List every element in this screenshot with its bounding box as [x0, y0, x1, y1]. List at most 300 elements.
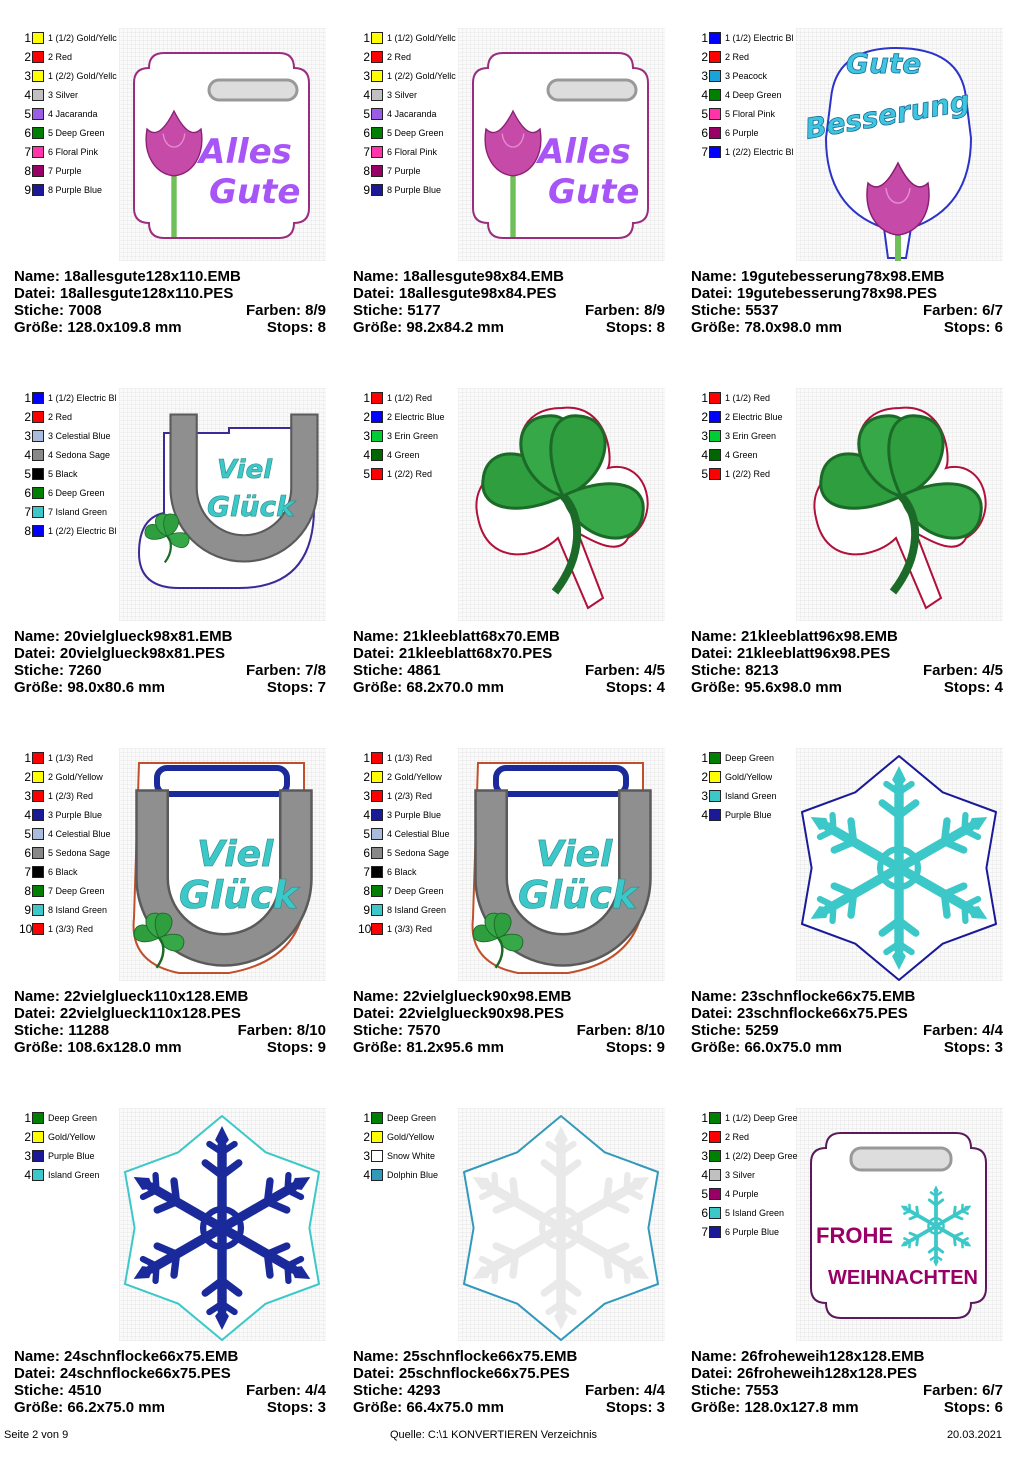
color-list-item	[19, 66, 129, 85]
color-swatch	[371, 752, 383, 764]
color-list-item	[358, 161, 468, 180]
design-file-line: Datei: 22vielglueck90x98.PES	[353, 1005, 564, 1022]
color-swatch	[709, 771, 721, 783]
size-stops-line: Größe: 66.2x75.0 mm Stops: 3	[14, 1399, 326, 1416]
color-list-item	[358, 1146, 468, 1165]
color-number: 1	[701, 30, 708, 45]
color-name: 6 Floral Pink	[48, 146, 99, 157]
design-name-line: Name: 22vielglueck110x128.EMB	[14, 988, 249, 1005]
color-list-item	[19, 862, 129, 881]
design-info	[353, 988, 665, 1056]
color-name: 2 Red	[48, 51, 73, 62]
color-swatch	[32, 184, 44, 196]
color-name: 3 Erin Green	[725, 430, 777, 441]
color-legend	[358, 388, 468, 483]
design-preview	[119, 1108, 326, 1341]
color-number: 6	[24, 485, 31, 500]
color-list-item	[696, 104, 806, 123]
design-file: 20vielglueck98x81.PES	[59, 645, 225, 662]
color-number: 2	[363, 1129, 370, 1144]
color-name: 1 (1/2) Red	[387, 392, 433, 403]
color-number: 3	[24, 68, 31, 83]
color-number: 1	[363, 750, 370, 765]
color-number: 1	[363, 390, 370, 405]
design-name-line: Name: 20vielglueck98x81.EMB	[14, 628, 233, 645]
color-swatch	[371, 1169, 383, 1181]
design-size: 98.0x80.6 mm	[67, 679, 165, 696]
color-list-item	[358, 445, 468, 464]
color-list-item	[696, 47, 806, 66]
color-swatch	[709, 392, 721, 404]
color-number: 5	[701, 106, 708, 121]
color-swatch	[709, 146, 721, 158]
design-name: 23schnflocke66x75.EMB	[741, 988, 916, 1005]
design-card	[691, 1108, 1003, 1468]
color-number: 7	[24, 504, 31, 519]
design-file: 21kleeblatt96x98.PES	[736, 645, 891, 662]
design-size: 68.2x70.0 mm	[406, 679, 504, 696]
color-swatch	[709, 809, 721, 821]
color-list-item	[696, 123, 806, 142]
embroidery-preview	[119, 388, 326, 621]
color-list-item	[19, 881, 129, 900]
color-number: 4	[24, 1167, 31, 1182]
stitch-count: 4861	[407, 662, 441, 679]
color-number: 10	[19, 921, 33, 936]
design-info	[691, 988, 1003, 1056]
color-name: 3 Peacock	[725, 70, 768, 81]
design-file-line: Datei: 18allesgute98x84.PES	[353, 285, 557, 302]
color-name: 5 Deep Green	[387, 127, 444, 138]
stitch-color-line: Stiche: 5259 Farben: 4/4	[691, 1022, 1003, 1039]
design-file-line: Datei: 24schnflocke66x75.PES	[14, 1365, 231, 1382]
color-list-item	[358, 805, 468, 824]
color-list-item	[696, 748, 806, 767]
color-name: 2 Gold/Yellow	[387, 771, 442, 782]
color-name: 6 Black	[48, 866, 78, 877]
embroidery-preview	[796, 388, 1003, 621]
color-number: 4	[363, 447, 370, 462]
color-number: 5	[24, 466, 31, 481]
color-name: 3 Purple Blue	[387, 809, 442, 820]
color-name: 1 (2/2) Red	[725, 468, 771, 479]
art-text-line2: Gute	[548, 172, 640, 212]
color-name: 3 Erin Green	[387, 430, 439, 441]
color-swatch	[32, 51, 44, 63]
color-swatch	[32, 89, 44, 101]
design-file: 26froheweih128x128.PES	[736, 1365, 917, 1382]
design-card	[691, 388, 1003, 748]
color-list-item	[358, 881, 468, 900]
color-number: 3	[24, 428, 31, 443]
color-swatch	[709, 32, 721, 44]
color-swatch	[709, 70, 721, 82]
art-text-line2: Glück	[518, 873, 638, 917]
color-swatch	[709, 1207, 721, 1219]
color-list-item	[358, 1127, 468, 1146]
color-swatch	[32, 468, 44, 480]
design-card	[353, 388, 665, 748]
color-list-item	[19, 843, 129, 862]
color-name: 8 Island Green	[387, 904, 447, 915]
color-list-item	[19, 502, 129, 521]
color-swatch	[709, 89, 721, 101]
color-list-item	[19, 900, 129, 919]
color-name: 1 (1/2) Gold/Yellc	[387, 32, 456, 43]
color-number: 8	[24, 523, 31, 538]
color-list-item	[696, 407, 806, 426]
embroidery-preview	[458, 388, 665, 621]
color-swatch	[709, 1169, 721, 1181]
color-legend	[358, 1108, 468, 1184]
color-number: 2	[363, 49, 370, 64]
color-number: 1	[701, 1110, 708, 1125]
design-preview	[119, 388, 326, 621]
stop-count: 3	[656, 1399, 665, 1416]
design-name-line: Name: 22vielglueck90x98.EMB	[353, 988, 572, 1005]
stop-count: 7	[317, 679, 326, 696]
design-card	[14, 1108, 326, 1468]
color-swatch	[371, 184, 383, 196]
color-swatch	[32, 32, 44, 44]
color-number: 3	[24, 1148, 31, 1163]
color-swatch	[32, 923, 44, 935]
color-name: Deep Green	[725, 752, 775, 763]
design-name-line: Name: 23schnflocke66x75.EMB	[691, 988, 916, 1005]
color-number: 4	[363, 1167, 370, 1182]
color-name: 2 Electric Blue	[387, 411, 445, 422]
art-text-line1: Gute	[846, 47, 922, 80]
design-name: 24schnflocke66x75.EMB	[64, 1348, 239, 1365]
size-stops-line: Größe: 68.2x70.0 mm Stops: 4	[353, 679, 665, 696]
color-count: 8/10	[296, 1022, 326, 1039]
color-swatch	[709, 449, 721, 461]
stitch-count: 5537	[745, 302, 779, 319]
color-list-item	[358, 1165, 468, 1184]
color-name: 2 Electric Blue	[725, 411, 783, 422]
color-count: 4/5	[644, 662, 665, 679]
design-name-line: Name: 19gutebesserung78x98.EMB	[691, 268, 945, 285]
color-swatch	[371, 392, 383, 404]
color-name: 2 Red	[48, 411, 73, 422]
color-number: 2	[363, 409, 370, 424]
color-list-item	[696, 1184, 806, 1203]
color-name: 1 (2/3) Red	[387, 790, 433, 801]
size-stops-line: Größe: 98.2x84.2 mm Stops: 8	[353, 319, 665, 336]
color-name: 3 Purple Blue	[48, 809, 103, 820]
stitch-color-line: Stiche: 4510 Farben: 4/4	[14, 1382, 326, 1399]
color-swatch	[371, 430, 383, 442]
color-number: 5	[701, 1186, 708, 1201]
art-text-line1: Viel	[536, 834, 613, 875]
color-name: 1 (2/2) Gold/Yellc	[48, 70, 117, 81]
color-name: 4 Jacaranda	[48, 108, 98, 119]
color-swatch	[32, 411, 44, 423]
color-number: 1	[24, 390, 31, 405]
color-count: 4/5	[982, 662, 1003, 679]
art-text-line1: Alles	[199, 132, 292, 172]
size-stops-line: Größe: 81.2x95.6 mm Stops: 9	[353, 1039, 665, 1056]
color-name: Purple Blue	[725, 809, 772, 820]
color-number: 1	[363, 1110, 370, 1125]
size-stops-line: Größe: 98.0x80.6 mm Stops: 7	[14, 679, 326, 696]
color-number: 7	[363, 864, 370, 879]
color-number: 4	[701, 447, 708, 462]
color-name: 8 Island Green	[48, 904, 108, 915]
color-list-item	[696, 1165, 806, 1184]
color-number: 7	[24, 144, 31, 159]
stitch-count: 5259	[745, 1022, 779, 1039]
color-name: 6 Floral Pink	[387, 146, 438, 157]
design-name: 18allesgute98x84.EMB	[403, 268, 564, 285]
stop-count: 4	[994, 679, 1003, 696]
design-file-line: Datei: 25schnflocke66x75.PES	[353, 1365, 570, 1382]
color-list-item	[358, 123, 468, 142]
stitch-count: 5177	[407, 302, 441, 319]
color-name: 7 Purple	[387, 165, 421, 176]
color-number: 2	[24, 409, 31, 424]
color-name: 7 Deep Green	[387, 885, 444, 896]
color-list-item	[358, 104, 468, 123]
stitch-count: 7570	[407, 1022, 441, 1039]
color-name: 6 Deep Green	[48, 487, 105, 498]
design-preview	[458, 1108, 665, 1341]
color-swatch	[371, 1112, 383, 1124]
color-list-item	[358, 843, 468, 862]
color-list-item	[696, 85, 806, 104]
stitch-count: 4510	[68, 1382, 102, 1399]
color-number: 9	[363, 902, 370, 917]
art-text-line2: Gute	[209, 172, 301, 212]
design-file-line: Datei: 19gutebesserung78x98.PES	[691, 285, 937, 302]
art-text-line1: Alles	[538, 132, 631, 172]
color-swatch	[709, 1131, 721, 1143]
color-name: 7 Deep Green	[48, 885, 105, 896]
color-name: 1 (1/3) Red	[48, 752, 94, 763]
color-number: 8	[363, 163, 370, 178]
color-swatch	[32, 866, 44, 878]
design-preview	[796, 28, 1003, 261]
design-card	[14, 28, 326, 388]
design-info	[14, 628, 326, 696]
embroidery-preview	[796, 28, 1003, 261]
art-text-line2: Besserung	[802, 84, 973, 146]
color-list-item	[696, 66, 806, 85]
color-list-item	[19, 483, 129, 502]
design-file-line: Datei: 18allesgute128x110.PES	[14, 285, 234, 302]
color-name: Gold/Yellow	[387, 1131, 435, 1142]
color-list-item	[696, 1222, 806, 1241]
color-name: 1 (2/2) Electric Bl	[725, 146, 794, 157]
design-size: 108.6x128.0 mm	[67, 1039, 182, 1056]
color-number: 9	[363, 182, 370, 197]
color-list-item	[358, 388, 468, 407]
stitch-color-line: Stiche: 11288 Farben: 8/10	[14, 1022, 326, 1039]
color-swatch	[32, 108, 44, 120]
color-number: 4	[24, 447, 31, 462]
color-number: 4	[24, 87, 31, 102]
color-name: 7 Island Green	[48, 506, 108, 517]
color-swatch	[32, 1131, 44, 1143]
design-info	[353, 268, 665, 336]
color-count: 4/4	[305, 1382, 326, 1399]
embroidery-preview	[796, 748, 1003, 981]
color-swatch	[709, 51, 721, 63]
color-list-item	[358, 426, 468, 445]
size-stops-line: Größe: 128.0x109.8 mm Stops: 8	[14, 319, 326, 336]
color-name: 1 (3/3) Red	[48, 923, 94, 934]
stitch-color-line: Stiche: 4293 Farben: 4/4	[353, 1382, 665, 1399]
color-swatch	[709, 1188, 721, 1200]
color-name: 3 Celestial Blue	[48, 430, 111, 441]
color-swatch	[371, 809, 383, 821]
color-number: 1	[24, 1110, 31, 1125]
color-list-item	[19, 1127, 129, 1146]
color-number: 3	[701, 1148, 708, 1163]
color-list-item	[19, 426, 129, 445]
color-number: 2	[24, 49, 31, 64]
color-number: 2	[701, 409, 708, 424]
color-legend	[19, 388, 129, 540]
color-number: 9	[24, 182, 31, 197]
color-name: 2 Red	[725, 51, 750, 62]
color-list-item	[358, 767, 468, 786]
color-number: 1	[701, 390, 708, 405]
color-swatch	[371, 468, 383, 480]
color-number: 2	[24, 769, 31, 784]
size-stops-line: Größe: 108.6x128.0 mm Stops: 9	[14, 1039, 326, 1056]
design-file: 19gutebesserung78x98.PES	[736, 285, 937, 302]
color-list-item	[358, 464, 468, 483]
embroidery-preview	[458, 748, 665, 981]
color-swatch	[371, 1131, 383, 1143]
size-stops-line: Größe: 78.0x98.0 mm Stops: 6	[691, 319, 1003, 336]
color-list-item	[19, 142, 129, 161]
design-size: 81.2x95.6 mm	[406, 1039, 504, 1056]
stop-count: 8	[317, 319, 326, 336]
color-list-item	[19, 1165, 129, 1184]
color-list-item	[696, 142, 806, 161]
stop-count: 6	[994, 319, 1003, 336]
color-number: 1	[701, 750, 708, 765]
color-swatch	[32, 1150, 44, 1162]
color-swatch	[371, 127, 383, 139]
color-swatch	[371, 885, 383, 897]
color-list-item	[358, 900, 468, 919]
color-swatch	[371, 146, 383, 158]
color-list-item	[19, 388, 129, 407]
art-text-line1: Viel	[197, 834, 274, 875]
color-list-item	[358, 748, 468, 767]
design-name: 20vielglueck98x81.EMB	[64, 628, 233, 645]
color-list-item	[358, 47, 468, 66]
color-legend	[358, 748, 468, 938]
design-info	[14, 268, 326, 336]
color-number: 3	[363, 788, 370, 803]
color-number: 2	[363, 769, 370, 784]
design-info	[353, 1348, 665, 1416]
color-list-item	[358, 786, 468, 805]
design-size: 78.0x98.0 mm	[744, 319, 842, 336]
color-name: 6 Black	[387, 866, 417, 877]
color-number: 7	[24, 864, 31, 879]
color-number: 3	[701, 788, 708, 803]
design-info	[691, 628, 1003, 696]
design-name-line: Name: 24schnflocke66x75.EMB	[14, 1348, 239, 1365]
color-list-item	[696, 445, 806, 464]
design-file: 25schnflocke66x75.PES	[398, 1365, 570, 1382]
footer-page: Seite 2 von 9	[4, 1429, 69, 1441]
stitch-color-line: Stiche: 7260 Farben: 7/8	[14, 662, 326, 679]
stitch-color-line: Stiche: 5177 Farben: 8/9	[353, 302, 665, 319]
design-card	[353, 1108, 665, 1468]
color-count: 4/4	[644, 1382, 665, 1399]
color-list-item	[19, 786, 129, 805]
color-number: 6	[363, 125, 370, 140]
color-swatch	[371, 923, 383, 935]
color-swatch	[371, 32, 383, 44]
color-swatch	[709, 752, 721, 764]
stitch-count: 7260	[68, 662, 102, 679]
color-swatch	[709, 790, 721, 802]
color-list-item	[19, 464, 129, 483]
design-name-line: Name: 18allesgute128x110.EMB	[14, 268, 241, 285]
color-list-item	[696, 388, 806, 407]
design-file-line: Datei: 21kleeblatt96x98.PES	[691, 645, 891, 662]
color-name: Deep Green	[387, 1112, 437, 1123]
color-name: 4 Celestial Blue	[387, 828, 450, 839]
color-name: 5 Floral Pink	[725, 108, 776, 119]
design-info	[14, 988, 326, 1056]
color-swatch	[32, 430, 44, 442]
color-legend	[19, 28, 129, 199]
color-number: 8	[363, 883, 370, 898]
color-list-item	[358, 28, 468, 47]
color-list-item	[19, 919, 129, 938]
color-swatch	[32, 904, 44, 916]
color-number: 7	[701, 1224, 708, 1239]
stitch-color-line: Stiche: 7553 Farben: 6/7	[691, 1382, 1003, 1399]
color-list-item	[19, 47, 129, 66]
color-name: 2 Red	[725, 1131, 750, 1142]
design-card	[14, 748, 326, 1108]
color-swatch	[371, 866, 383, 878]
color-list-item	[19, 104, 129, 123]
color-list-item	[696, 1203, 806, 1222]
color-name: 6 Purple	[725, 127, 759, 138]
color-number: 6	[701, 1205, 708, 1220]
design-card	[353, 748, 665, 1108]
color-swatch	[709, 430, 721, 442]
color-name: 4 Jacaranda	[387, 108, 437, 119]
design-size: 66.4x75.0 mm	[406, 1399, 504, 1416]
art-text-line1: FROHE	[816, 1223, 893, 1248]
design-card	[691, 28, 1003, 388]
color-name: 4 Green	[387, 449, 420, 460]
color-list-item	[696, 1127, 806, 1146]
embroidery-preview	[119, 748, 326, 981]
design-size: 128.0x109.8 mm	[67, 319, 182, 336]
color-name: Gold/Yellow	[48, 1131, 96, 1142]
design-size: 128.0x127.8 mm	[744, 1399, 859, 1416]
color-swatch	[32, 146, 44, 158]
color-number: 4	[363, 87, 370, 102]
color-name: Island Green	[725, 790, 777, 801]
color-name: 8 Purple Blue	[48, 184, 103, 195]
color-name: 5 Sedona Sage	[387, 847, 450, 858]
color-name: Snow White	[387, 1150, 436, 1161]
color-swatch	[371, 904, 383, 916]
